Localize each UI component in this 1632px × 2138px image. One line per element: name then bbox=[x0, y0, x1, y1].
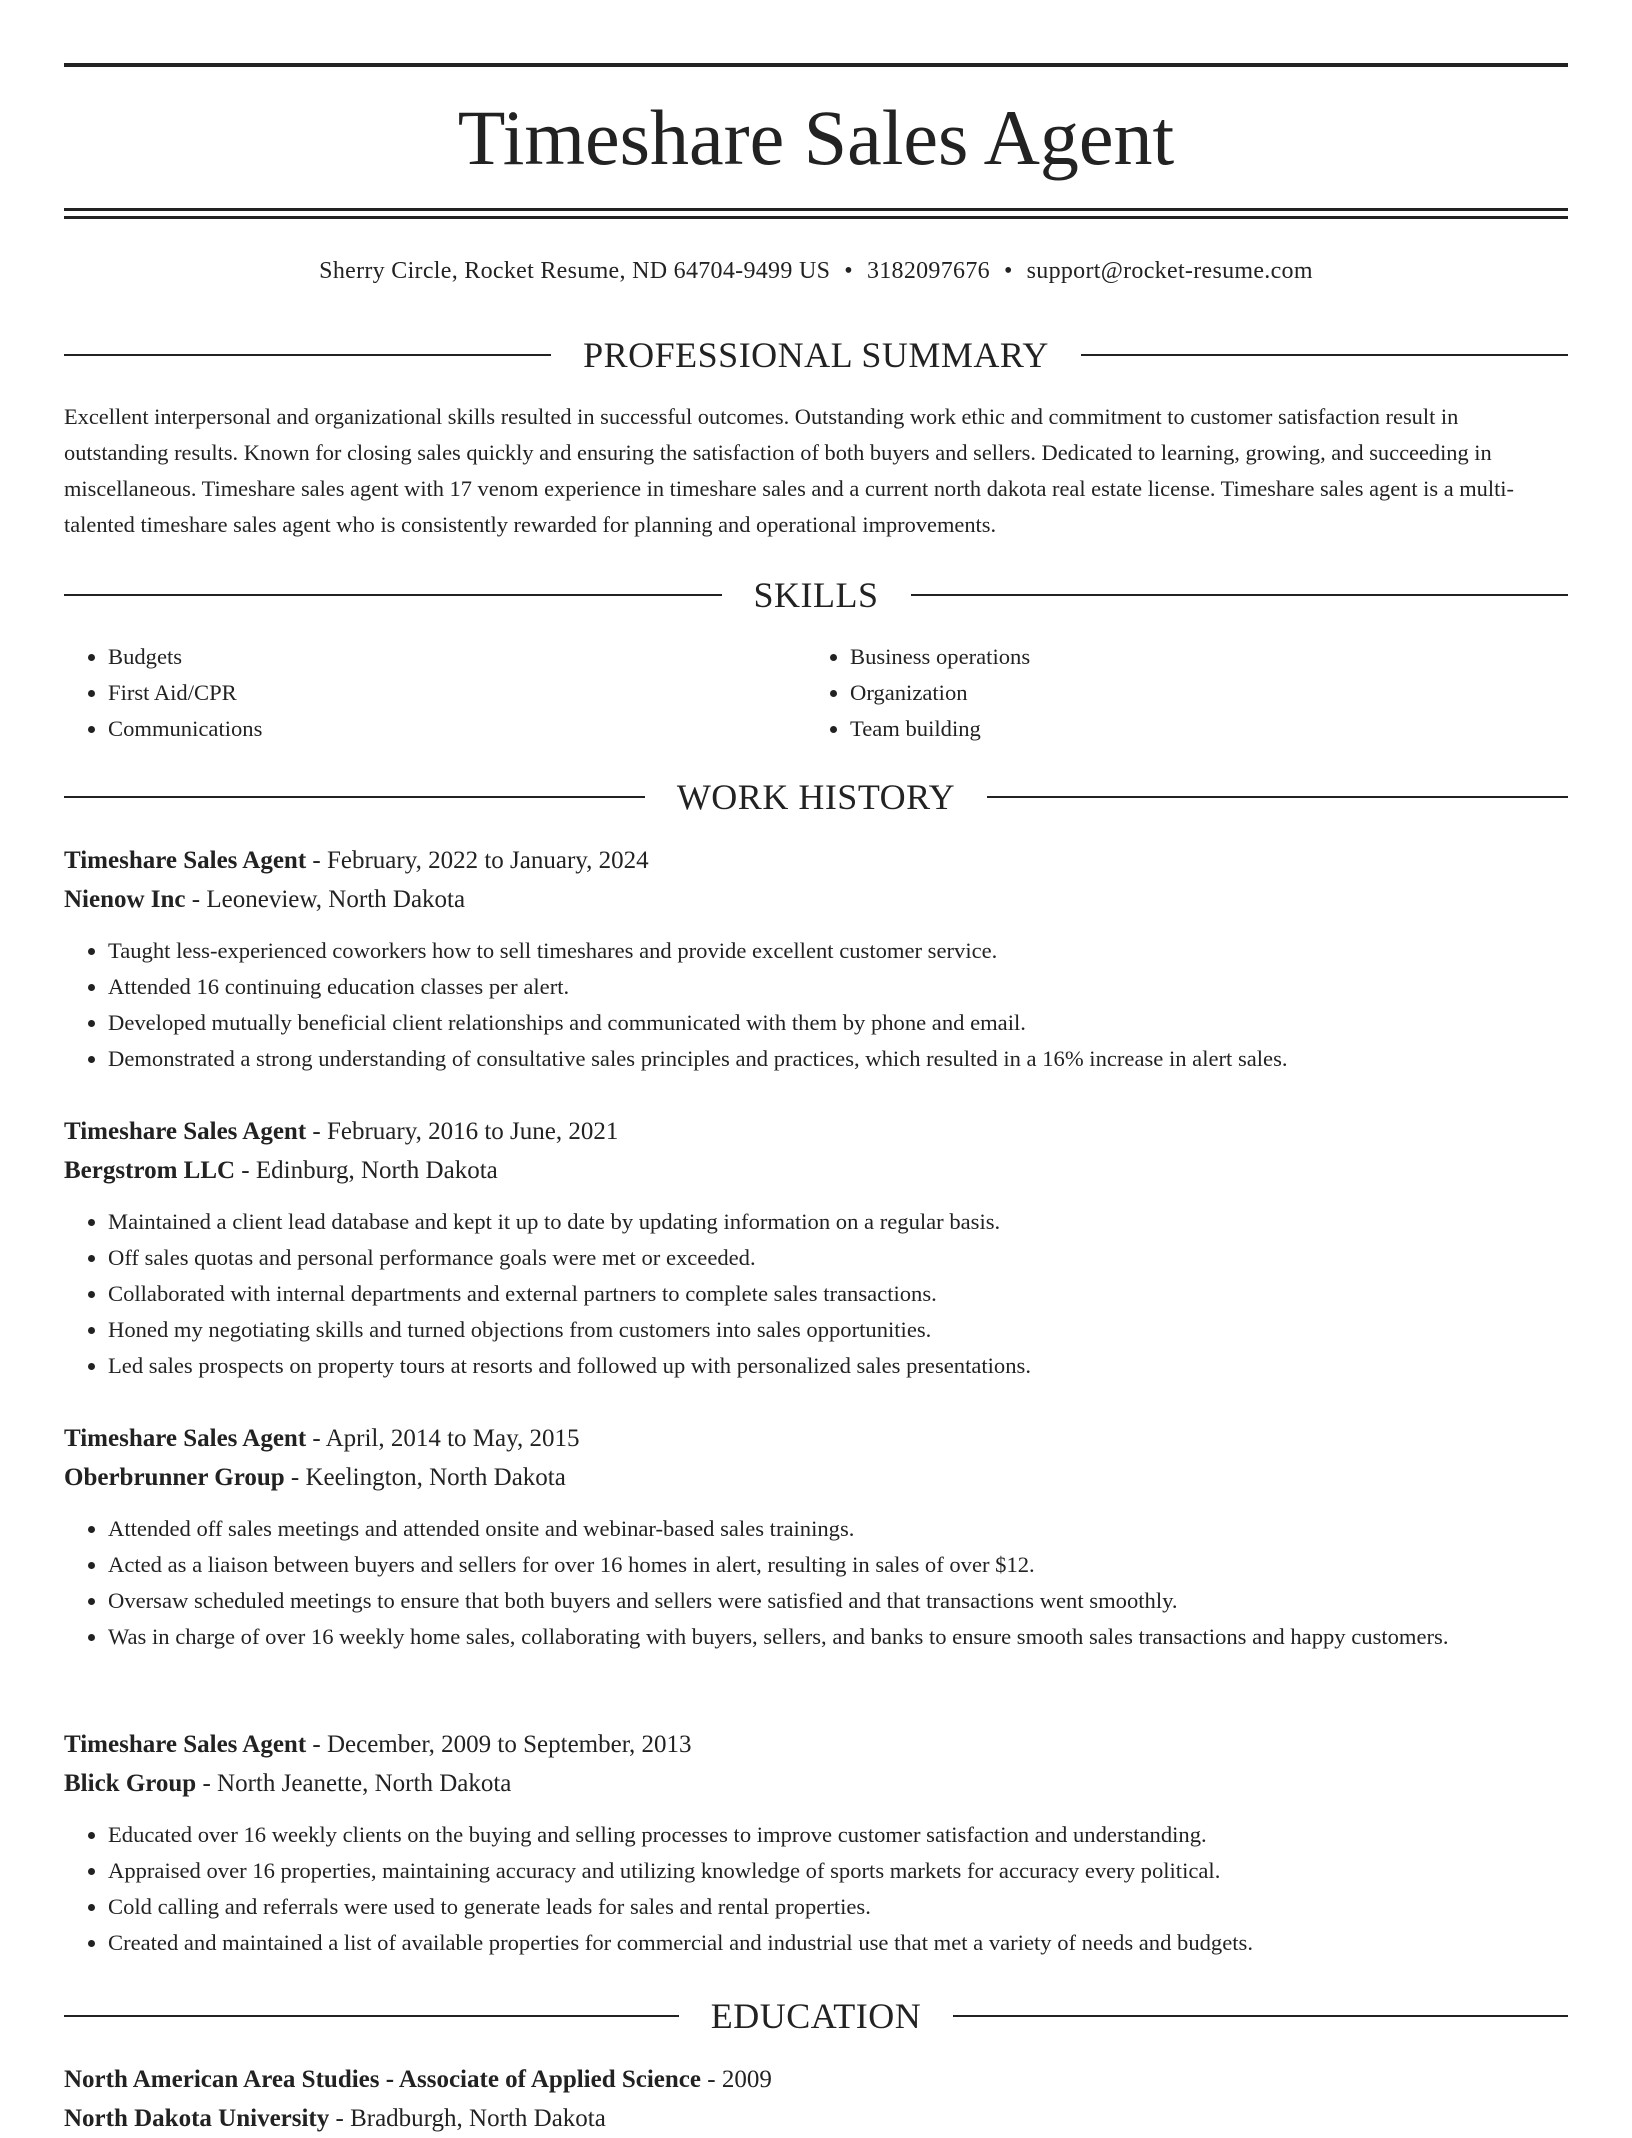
job-bullet: • Honed my negotiating skills and turned objections from customers into sales opportunities. bbox=[108, 1312, 1568, 1348]
job-bullet: • Created and maintained a list of available properties for commercial and industrial use that met a variety of needs and budgets. bbox=[108, 1925, 1568, 1961]
summary-text: Excellent interpersonal and organizational skills resulted in successful outcomes. Outstanding work ethic and commitment to customer satisfaction result in outstanding results. Known for closing sales quickly and ensuring the satisfaction of both buyers and sellers. Dedicated to learning, growing, and succeeding in miscellaneous. Timeshare sales agent with 17 venom experience in timeshare sales and a current north dakota real estate license. Timeshare sales agent is a multi-talented timeshare sales agent who is consistently rewarded for planning and operational improvements. bbox=[64, 404, 1514, 537]
skill-item: • First Aid/CPR bbox=[108, 675, 764, 711]
job-bullets bbox=[64, 1204, 1568, 1384]
summary-heading bbox=[64, 333, 1568, 377]
heading-rule bbox=[1081, 354, 1568, 356]
job-entry bbox=[64, 1419, 1568, 1655]
job-bullet: • Off sales quotas and personal performance goals were met or exceeded. bbox=[108, 1240, 1568, 1276]
skill-item: • Organization bbox=[850, 675, 1506, 711]
job-company-line bbox=[64, 1151, 1568, 1190]
job-title: Timeshare Sales Agent bbox=[64, 1731, 307, 1758]
heading-rule bbox=[953, 2015, 1568, 2017]
heading-rule bbox=[987, 796, 1568, 798]
job-entry bbox=[64, 1725, 1568, 1961]
skills-list bbox=[806, 639, 1506, 747]
job-bullet: • Cold calling and referrals were used to generate leads for sales and rental properties. bbox=[108, 1889, 1568, 1925]
job-company: Bergstrom LLC bbox=[64, 1157, 236, 1184]
job-title: Timeshare Sales Agent bbox=[64, 1425, 307, 1452]
heading-rule bbox=[911, 594, 1569, 596]
summary-title: PROFESSIONAL SUMMARY bbox=[583, 335, 1049, 375]
job-company: Blick Group bbox=[64, 1770, 197, 1797]
job-bullet: • Oversaw scheduled meetings to ensure that both buyers and sellers were satisfied and that transactions went smoothly. bbox=[108, 1583, 1568, 1619]
job-title: Timeshare Sales Agent bbox=[64, 1118, 307, 1145]
education-school: North Dakota University bbox=[64, 2105, 330, 2132]
job-location: - North Jeanette, North Dakota bbox=[196, 1770, 512, 1797]
education-title: EDUCATION bbox=[710, 1996, 922, 2036]
job-bullet: • Maintained a client lead database and kept it up to date by updating information on a regular basis. bbox=[108, 1204, 1568, 1240]
job-title-line bbox=[64, 841, 1568, 880]
job-bullet: • Educated over 16 weekly clients on the buying and selling processes to improve customer satisfaction and understanding. bbox=[108, 1817, 1568, 1853]
top-rule bbox=[64, 63, 1568, 67]
education-degree: North American Area Studies - Associate of Applied Science bbox=[64, 2066, 701, 2093]
job-location: - Leoneview, North Dakota bbox=[185, 886, 466, 913]
job-company-line bbox=[64, 1458, 1568, 1497]
job-bullet: • Taught less-experienced coworkers how to sell timeshares and provide excellent customer service. bbox=[108, 933, 1568, 969]
name-rule-lower bbox=[64, 216, 1568, 219]
education-year: - 2009 bbox=[701, 2066, 772, 2093]
skills-column-right bbox=[806, 639, 1506, 747]
job-bullet: • Acted as a liaison between buyers and sellers for over 16 homes in alert, resulting in sales of over $12. bbox=[108, 1547, 1568, 1583]
contact-separator: • bbox=[844, 258, 853, 284]
job-bullet: • Led sales prospects on property tours at resorts and followed up with personalized sales presentations. bbox=[108, 1348, 1568, 1384]
job-company-line bbox=[64, 880, 1568, 919]
job-entry bbox=[64, 1112, 1568, 1384]
name-rule-upper bbox=[64, 208, 1568, 211]
skill-item: • Team building bbox=[850, 711, 1506, 747]
job-dates: - February, 2016 to June, 2021 bbox=[306, 1118, 619, 1145]
heading-rule bbox=[64, 354, 551, 356]
job-dates: - April, 2014 to May, 2015 bbox=[306, 1425, 580, 1452]
job-title-line bbox=[64, 1419, 1568, 1458]
education-degree-line bbox=[64, 2060, 1568, 2099]
job-bullet: • Developed mutually beneficial client relationships and communicated with them by phone and email. bbox=[108, 1005, 1568, 1041]
skill-item: • Communications bbox=[108, 711, 764, 747]
job-company: Nienow Inc bbox=[64, 886, 186, 913]
heading-rule bbox=[64, 2015, 679, 2017]
skills-column-left bbox=[64, 639, 764, 747]
job-title-line bbox=[64, 1112, 1568, 1151]
job-bullet: • Attended 16 continuing education classes per alert. bbox=[108, 969, 1568, 1005]
contact-line bbox=[64, 254, 1568, 288]
job-entry bbox=[64, 841, 1568, 1077]
job-location: - Edinburg, North Dakota bbox=[235, 1157, 498, 1184]
job-bullet: • Was in charge of over 16 weekly home sales, collaborating with buyers, sellers, and banks to ensure smooth sales transactions and happy customers. bbox=[108, 1619, 1568, 1655]
heading-rule bbox=[64, 796, 645, 798]
skill-item: • Business operations bbox=[850, 639, 1506, 675]
job-company: Oberbrunner Group bbox=[64, 1464, 285, 1491]
contact-address: Sherry Circle, Rocket Resume, ND 64704-9499 US bbox=[319, 258, 831, 284]
job-dates: - February, 2022 to January, 2024 bbox=[306, 847, 649, 874]
job-dates: - December, 2009 to September, 2013 bbox=[306, 1731, 692, 1758]
work-heading bbox=[64, 775, 1568, 819]
job-bullet: • Demonstrated a strong understanding of consultative sales principles and practices, which resulted in a 16% increase in alert sales. bbox=[108, 1041, 1568, 1077]
contact-email: support@rocket-resume.com bbox=[1026, 258, 1313, 284]
work-title: WORK HISTORY bbox=[676, 777, 956, 817]
job-bullets bbox=[64, 933, 1568, 1077]
job-bullets bbox=[64, 1817, 1568, 1961]
job-bullet: • Appraised over 16 properties, maintaining accuracy and utilizing knowledge of sports markets for accuracy every political. bbox=[108, 1853, 1568, 1889]
job-bullets bbox=[64, 1511, 1568, 1655]
skills-title: SKILLS bbox=[753, 575, 879, 615]
job-title-line bbox=[64, 1725, 1568, 1764]
job-title: Timeshare Sales Agent bbox=[64, 847, 307, 874]
resume-name: Timeshare Sales Agent bbox=[457, 94, 1175, 181]
contact-separator: • bbox=[1003, 258, 1013, 284]
education-school-line bbox=[64, 2099, 1568, 2138]
job-company-line bbox=[64, 1764, 1568, 1803]
education-heading bbox=[64, 1994, 1568, 2038]
job-location: - Keelington, North Dakota bbox=[284, 1464, 566, 1491]
education-location: - Bradburgh, North Dakota bbox=[329, 2105, 606, 2132]
heading-rule bbox=[64, 594, 722, 596]
job-bullet: • Attended off sales meetings and attended onsite and webinar-based sales trainings. bbox=[108, 1511, 1568, 1547]
skills-list bbox=[64, 639, 764, 747]
skill-item: • Budgets bbox=[108, 639, 764, 675]
job-bullet: • Collaborated with internal departments and external partners to complete sales transactions. bbox=[108, 1276, 1568, 1312]
skills-heading bbox=[64, 573, 1568, 617]
contact-phone: 3182097676 bbox=[866, 258, 990, 284]
